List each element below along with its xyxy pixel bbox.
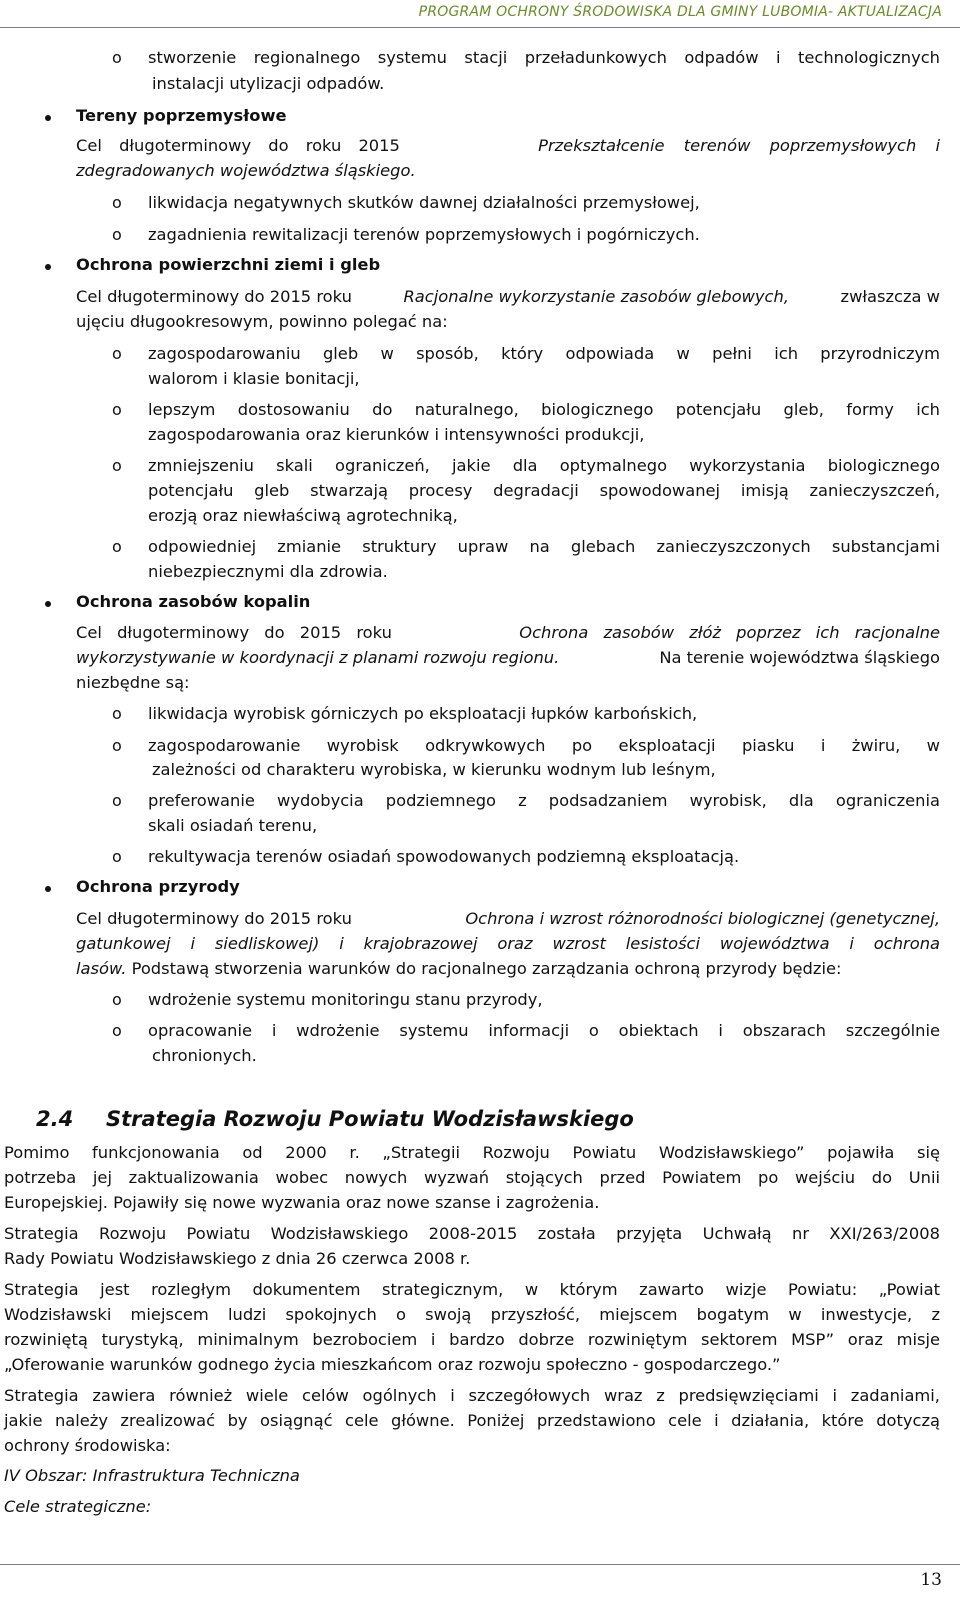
list-item: rekultywacja terenów osiadań spowodowanych podziemną eksploatacją. <box>148 847 740 866</box>
list-bullet: o <box>112 193 122 212</box>
list-bullet: o <box>112 456 122 475</box>
list-item-cont: walorom i klasie bonitacji, <box>148 369 360 388</box>
paragraph-line: potrzeba jej zaktualizowania wobec nowych wyzwań stojących przed Powiatem po wejściu do Unii <box>4 1168 940 1187</box>
list-item: wdrożenie systemu monitoringu stanu przyrody, <box>148 990 543 1009</box>
list-item-cont: niebezpiecznymi dla zdrowia. <box>148 562 388 581</box>
paragraph-line <box>76 959 841 979</box>
paragraph-line: ochrony środowiska: <box>4 1436 171 1455</box>
page-number: 13 <box>920 1570 942 1590</box>
section-number: 2.4 <box>36 1107 74 1131</box>
list-bullet: o <box>112 736 122 755</box>
list-bullet: o <box>112 704 122 723</box>
list-item: zmniejszeniu skali ograniczeń, jakie dla optymalnego wykorzystania biologicznego <box>148 456 940 475</box>
list-item-cont: zależności od charakteru wyrobiska, w kierunku wodnym lub leśnym, <box>152 760 716 779</box>
paragraph-text: Podstawą stworzenia warunków do racjonalnego zarządzania ochroną przyrody będzie: <box>131 959 842 978</box>
list-item: stworzenie regionalnego systemu stacji przeładunkowych odpadów i technologicznych <box>148 48 940 67</box>
list-item: zagadnienia rewitalizacji terenów poprzemysłowych i pogórniczych. <box>148 225 700 244</box>
paragraph-line <box>76 136 940 156</box>
list-bullet: o <box>112 225 122 244</box>
list-item-cont: skali osiadań terenu, <box>148 816 318 835</box>
paragraph-line <box>76 909 940 929</box>
list-bullet: o <box>112 847 122 866</box>
goal-text-cont: lasów. <box>76 959 127 978</box>
paragraph-line: niezbędne są: <box>76 673 190 692</box>
paragraph-line: „Oferowanie warunków godnego życia mieszkańcom oraz rozwoju społeczno - gospodarczego.” <box>4 1355 781 1374</box>
goal-text: Przekształcenie terenów poprzemysłowych i <box>538 136 940 155</box>
goal-label: Cel długoterminowy do roku 2015 <box>76 136 400 155</box>
paragraph-text: Na terenie województwa śląskiego <box>659 648 940 667</box>
paragraph-line: Strategia Rozwoju Powiatu Wodzisławskiego 2008-2015 została przyjęta Uchwałą nr XXI/263/2008 <box>4 1224 940 1243</box>
section-heading: Ochrona powierzchni ziemi i gleb <box>76 255 381 274</box>
goal-label: Cel długoterminowy do 2015 roku <box>76 909 352 928</box>
paragraph-line <box>76 287 940 307</box>
list-item: zagospodarowanie wyrobisk odkrywkowych po eksploatacji piasku i żwiru, w <box>148 736 940 755</box>
paragraph-line: rozwiniętą turystyką, minimalnym bezrobociem i bardzo dobrze rozwiniętym sektorem MSP” oraz misje <box>4 1330 940 1349</box>
list-bullet: o <box>112 400 122 419</box>
paragraph-line: jakie należy zrealizować by osiągnąć cele główne. Poniżej przedstawiono cele i działania, które dotyczą <box>4 1411 940 1430</box>
paragraph-line: Strategia jest rozległym dokumentem strategicznym, w którym zawarto wizje Powiatu: „Powiat <box>4 1280 940 1299</box>
list-item-cont: chronionych. <box>152 1046 257 1065</box>
list-bullet: o <box>112 1021 122 1040</box>
paragraph-line: ujęciu długookresowym, powinno polegać na: <box>76 312 448 331</box>
paragraph-line: Europejskiej. Pojawiły się nowe wyzwania oraz nowe szanse i zagrożenia. <box>4 1193 600 1212</box>
subheading-area: IV Obszar: Infrastruktura Techniczna <box>4 1466 300 1485</box>
header-rule <box>0 27 960 28</box>
running-header: PROGRAM OCHRONY ŚRODOWISKA DLA GMINY LUBOMIA- AKTUALIZACJA <box>418 4 942 20</box>
list-item: lepszym dostosowaniu do naturalnego, biologicznego potencjału gleb, formy ich <box>148 400 940 419</box>
bullet-dot <box>45 601 51 607</box>
subheading-goals: Cele strategiczne: <box>4 1497 152 1516</box>
section-heading: Ochrona przyrody <box>76 877 240 896</box>
goal-text: Racjonalne wykorzystanie zasobów glebowych, <box>403 287 789 306</box>
list-item: preferowanie wydobycia podziemnego z podsadzaniem wyrobisk, dla ograniczenia <box>148 791 940 810</box>
section-heading: Tereny poprzemysłowe <box>76 106 287 125</box>
goal-text: Ochrona zasobów złóż poprzez ich racjonalne <box>519 623 940 642</box>
paragraph-line: Pomimo funkcjonowania od 2000 r. „Strategii Rozwoju Powiatu Wodzisławskiego” pojawiła się <box>4 1143 940 1162</box>
bullet-dot <box>45 115 51 121</box>
list-bullet: o <box>112 990 122 1009</box>
list-bullet: o <box>112 344 122 363</box>
list-bullet: o <box>112 48 122 67</box>
section-title: Strategia Rozwoju Powiatu Wodzisławskiego <box>106 1107 634 1131</box>
goal-text-cont: wykorzystywanie w koordynacji z planami rozwoju regionu. <box>76 648 560 667</box>
list-item-cont: potencjału gleb stwarzają procesy degradacji spowodowanej imisją zanieczyszczeń, <box>148 481 940 500</box>
list-item: odpowiedniej zmianie struktury upraw na glebach zanieczyszczonych substancjami <box>148 537 940 556</box>
list-bullet: o <box>112 537 122 556</box>
paragraph-line: Strategia zawiera również wiele celów ogólnych i szczegółowych wraz z predsięwzięciami i zadaniami, <box>4 1386 940 1405</box>
list-item-cont: instalacji utylizacji odpadów. <box>152 74 385 93</box>
bullet-dot <box>45 886 51 892</box>
paragraph-line <box>76 623 940 643</box>
list-item-cont: erozją oraz niewłaściwą agrotechniką, <box>148 506 458 525</box>
goal-text-cont: zdegradowanych województwa śląskiego. <box>76 161 416 180</box>
list-item-cont: zagospodarowania oraz kierunków i intensywności produkcji, <box>148 425 645 444</box>
goal-text: Ochrona i wzrost różnorodności biologicznej (genetycznej, <box>465 909 940 928</box>
goal-label: Cel długoterminowy do 2015 roku <box>76 623 392 642</box>
section-heading: Ochrona zasobów kopalin <box>76 592 311 611</box>
bullet-dot <box>45 264 51 270</box>
footer-rule <box>0 1564 960 1565</box>
paragraph-line: Rady Powiatu Wodzisławskiego z dnia 26 czerwca 2008 r. <box>4 1249 471 1268</box>
goal-text-tail: zwłaszcza w <box>840 287 940 306</box>
goal-label: Cel długoterminowy do 2015 roku <box>76 287 352 306</box>
list-item: zagospodarowaniu gleb w sposób, który odpowiada w pełni ich przyrodniczym <box>148 344 940 363</box>
paragraph-line <box>76 648 940 668</box>
list-item: likwidacja negatywnych skutków dawnej działalności przemysłowej, <box>148 193 700 212</box>
list-item: opracowanie i wdrożenie systemu informacji o obiektach i obszarach szczególnie <box>148 1021 940 1040</box>
goal-text-cont: gatunkowej i siedliskowej) i krajobrazowej oraz wzrost lesistości województwa i ochrona <box>76 934 940 953</box>
list-bullet: o <box>112 791 122 810</box>
list-item: likwidacja wyrobisk górniczych po eksploatacji łupków karbońskich, <box>148 704 698 723</box>
paragraph-line: Wodzisławski miejscem ludzi spokojnych o swoją przyszłość, miejscem bogatym w inwestycje, z <box>4 1305 940 1324</box>
